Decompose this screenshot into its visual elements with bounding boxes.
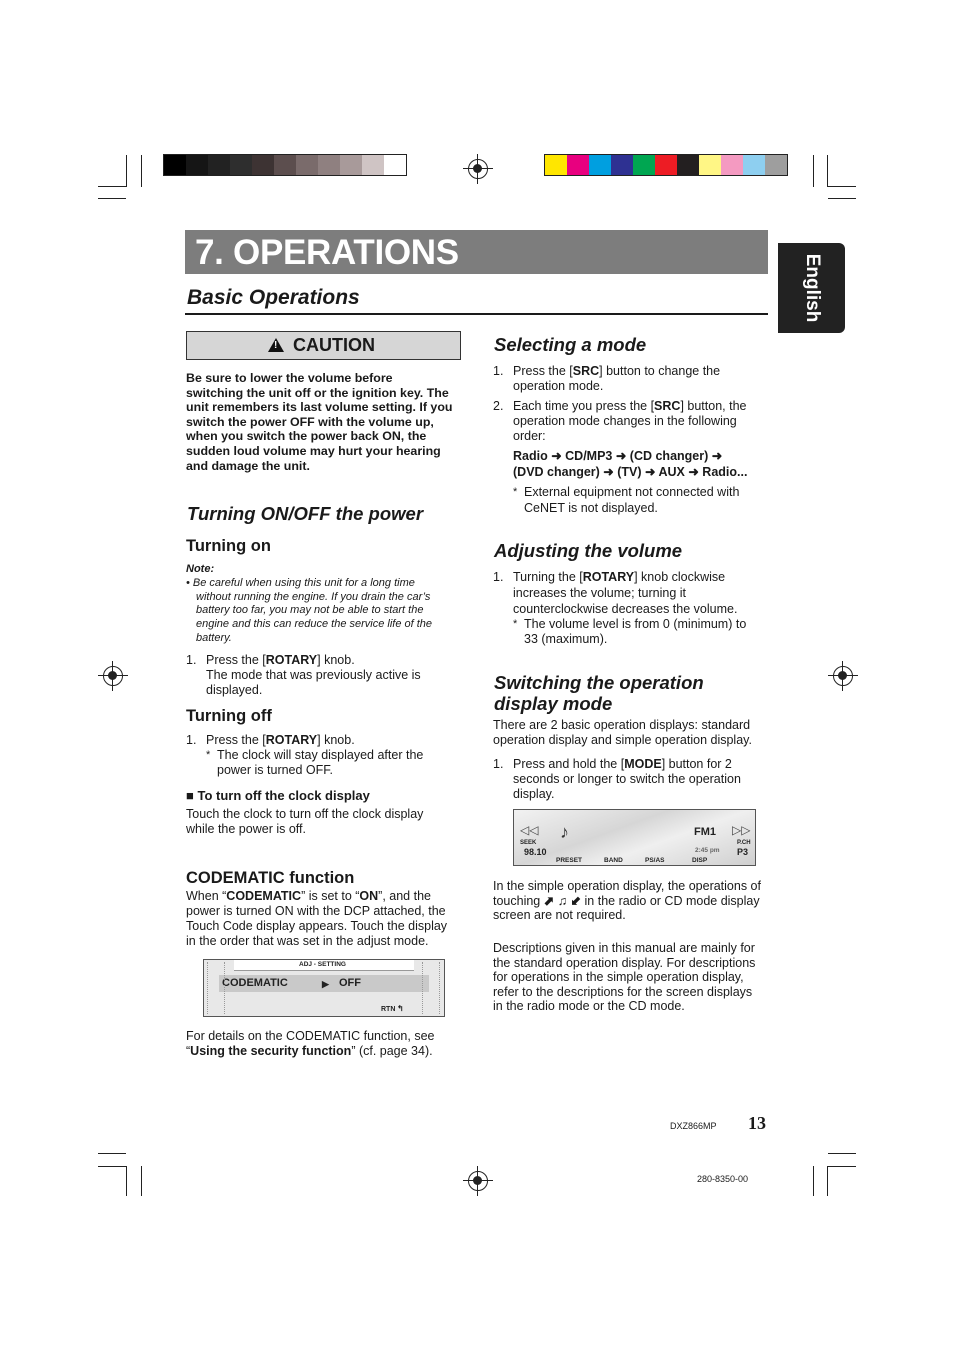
language-tab-label: English [801,253,823,323]
codematic-lcd-display [203,959,445,1017]
turning-on-step [186,653,456,698]
seek-label: SEEK [520,840,537,846]
description-line-1: Descriptions given in this manual are mainly for [493,941,755,955]
lcd-value: OFF [339,977,361,989]
turning-off-step [186,733,456,778]
caution-text [186,371,466,473]
turning-power-heading: Turning ON/OFF the power [187,503,424,524]
rotary-key: ROTARY [582,570,635,584]
chapter-title: 7. OPERATIONS [195,233,459,272]
volume-steps: 1. Turning the [ROTARY] knob clockwise increases the volume; turning it counterclockwise decreases the volume. * The volume level is from 0 (minimum) to 33 (maximum). [493,570,768,647]
rotary-key: ROTARY [265,653,318,667]
selecting-step-1: 1. Press the [SRC] button to change the operation mode. [493,364,721,393]
step-number: 1. [186,653,197,667]
step-detail-1: The mode that was previously active is [206,668,421,682]
color-swatch-0 [545,155,567,175]
selecting-step-2: 2. Each time you press the [SRC] button, the operation mode changes in the following order: Radio ➜ CD/MP3 ➜ (CD changer) ➜ (DVD changer) ➜ (TV) ➜ AUX ➜ Radio... * External equipment not connected with CeNET is not displayed. [493,399,768,516]
caution-box [186,331,461,360]
band-button-label: BAND [604,857,623,864]
grey-swatch-0 [164,155,186,175]
lcd-arrow-icon: ▶ [322,979,329,989]
color-swatch-7 [699,155,721,175]
codematic-line-4: in the order that was set in the adjust mode. [186,934,429,948]
src-key: SRC [654,399,681,413]
clock-line-1: Touch the clock to turn off the clock display [186,807,424,821]
step-text-post: ] knob. [317,653,355,667]
codematic-line-3: Touch Code display appears. Touch the display [186,919,448,933]
description-line-2: the standard operation display. For descriptions [493,955,756,970]
preset-number: P3 [737,847,749,857]
grey-swatch-10 [384,155,406,175]
color-swatch-2 [589,155,611,175]
note-line-4: engine and this can reduce the service life of the [196,618,433,631]
description-line-5: in the radio mode or the CD mode. [493,999,685,1013]
color-swatch-3 [611,155,633,175]
registration-mark-bottom [468,1171,488,1191]
caution-line-5: when you switch the power back ON, the [186,429,427,444]
touch-arrow-icons: ⬈ ♫ ⬋ [543,893,582,908]
switching-display-heading: Switching the operation display mode [494,672,704,714]
lcd-corner-grid-left [207,962,225,1014]
adjusting-volume-heading: Adjusting the volume [494,540,683,561]
note-line-2: without running the engine. If you drain the car’s [196,590,431,603]
step-text-pre: Press the [ [206,733,266,747]
color-swatch-8 [721,155,743,175]
model-number: DXZ866MP [670,1121,717,1131]
clock-display-heading: ■ To turn off the clock display [186,788,370,803]
color-swatch-9 [743,155,765,175]
lcd-corner-grid-right [422,962,440,1014]
star-note: * The volume level is from 0 (minimum) to 33 (maximum). [513,617,768,647]
frequency: 98.10 [524,847,547,857]
mode-order: Radio ➜ CD/MP3 ➜ (CD changer) ➜ (DVD changer) ➜ (TV) ➜ AUX ➜ Radio... [513,449,748,479]
part-number: 280-8350-00 [697,1174,749,1184]
star-note: * External equipment not connected with CeNET is not displayed. [513,484,768,516]
lcd-rtn-label: RTN [381,1006,396,1013]
color-swatch-10 [765,155,787,175]
caution-line-3: unit remembers its last volume setting. If you [186,400,453,415]
registration-mark-right [833,666,853,686]
pch-label: P.CH [737,840,751,846]
grey-swatch-strip [163,154,407,176]
standard-operation-lcd [513,809,756,866]
step-number: 1. [186,733,197,747]
color-swatch-1 [567,155,589,175]
registration-mark-left [103,666,123,686]
step-text-pre: Press the [ [206,653,266,667]
grey-swatch-4 [252,155,274,175]
switching-intro: There are 2 basic operation displays: standard operation display and simple operation display. [493,718,752,747]
step-detail-2: displayed. [206,683,263,697]
star-note-line-1: * The clock will stay displayed after the [217,748,424,762]
lcd-return-icon: ↰ [397,1004,404,1013]
codematic-line-2: power is turned ON with the DCP attached, the [186,904,446,918]
clock: 2:45 pm [695,847,720,854]
clock-display-text [186,807,461,837]
color-swatch-6 [677,155,699,175]
codematic-heading: CODEMATIC function [186,869,355,887]
switching-step: 1. Press and hold the [MODE] button for 2 seconds or longer to switch the operation display. [493,757,741,801]
lcd-codematic-label: CODEMATIC [222,977,288,989]
grey-swatch-9 [362,155,384,175]
grey-swatch-1 [186,155,208,175]
selecting-mode-heading: Selecting a mode [494,334,647,355]
warning-triangle-icon [268,338,284,352]
turning-off-heading: Turning off [186,707,272,725]
details-line-2: “Using the security function” (cf. page 34). [186,1044,433,1058]
star-note [206,748,456,778]
color-swatch-4 [633,155,655,175]
step-text-post: ] knob. [317,733,355,747]
language-tab [778,243,845,333]
description-line-3: for operations in the simple operation display, [493,970,744,984]
simple-display-text: In the simple operation display, the operations of touching ⬈ ♫ ⬋ in the radio or CD mode display screen are not required. [493,879,761,922]
seek-forward-icon: ▷▷ [732,823,751,837]
disp-label: DISP [692,857,708,864]
note-label: Note: [186,563,215,575]
section-title: Basic Operations [187,286,360,309]
band-label: FM1 [694,826,716,838]
grey-swatch-2 [208,155,230,175]
grey-swatch-6 [296,155,318,175]
clock-line-2: while the power is off. [186,822,306,836]
psas-label: PS/AS [645,857,665,864]
codematic-text [186,889,461,949]
turning-on-heading: Turning on [186,537,271,555]
note-line-1: • Be careful when using this unit for a long time [186,577,415,589]
description-line-4: refer to the descriptions for the screen displays [493,984,753,999]
registration-mark-top [468,159,488,179]
note-text [186,577,461,646]
music-note-icon: ♪ [560,822,569,842]
caution-line-4: switch the power OFF with the volume up, [186,414,434,429]
mode-key: MODE [624,757,662,771]
codematic-details [186,1029,461,1059]
grey-swatch-5 [274,155,296,175]
color-swatch-5 [655,155,677,175]
caution-line-6: sudden loud volume may hurt your hearing [186,443,441,458]
seek-back-icon: ◁◁ [520,823,539,837]
lcd-top-label: ADJ - SETTING [299,961,346,968]
color-swatch-strip [544,154,788,176]
grey-swatch-3 [230,155,252,175]
details-line-1: For details on the CODEMATIC function, see [186,1029,435,1043]
preset-label: PRESET [556,857,583,864]
grey-swatch-8 [340,155,362,175]
src-key: SRC [572,364,600,378]
rotary-key: ROTARY [265,733,318,747]
star-note-line-2: power is turned OFF. [217,763,334,777]
note-line-5: battery. [196,631,232,644]
codematic-line-1: When “CODEMATIC” is set to “ON”, and the [186,889,431,903]
grey-swatch-7 [318,155,340,175]
caution-label: CAUTION [293,335,375,355]
chapter-title-bar [185,230,768,274]
note-line-3: battery too far, you may not be able to start the [196,604,424,617]
section-rule [185,313,768,315]
caution-line-7: and damage the unit. [186,458,310,473]
selecting-mode-steps [493,364,768,516]
page-number: 13 [748,1113,766,1133]
caution-line-2: switching the unit off or the ignition key. The [186,385,449,400]
caution-line-1: Be sure to lower the volume before [186,371,393,385]
descriptions-text [493,941,773,1014]
